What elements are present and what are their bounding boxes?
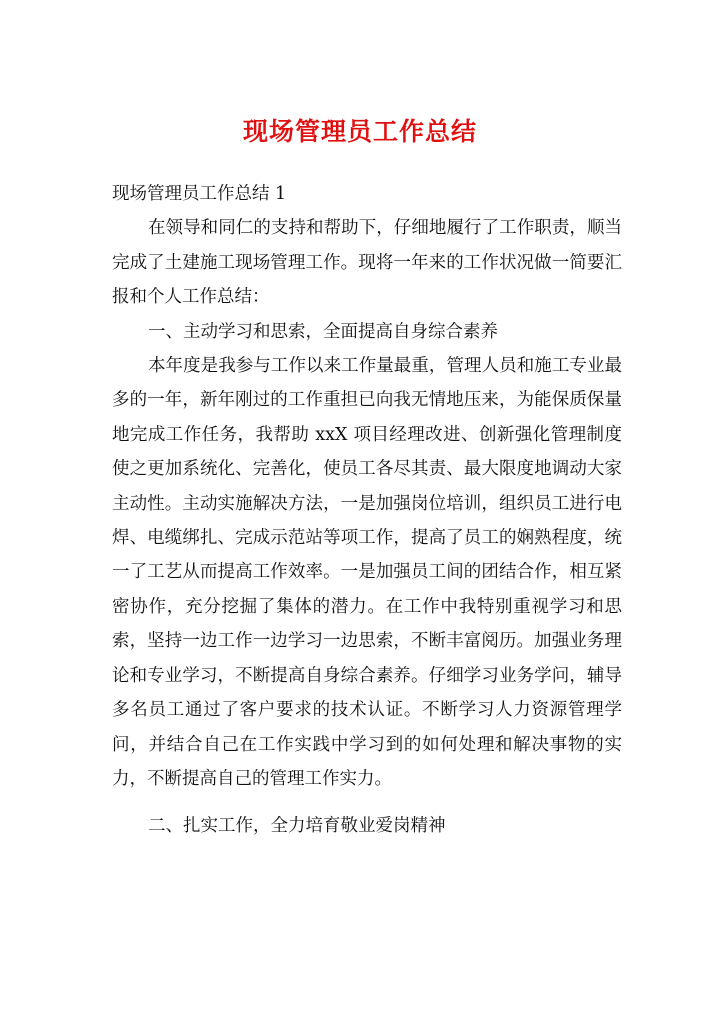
document-subtitle: 现场管理员工作总结 1 bbox=[112, 184, 287, 204]
section-1-heading: 一、主动学习和思索，全面提高自身综合素养 bbox=[148, 321, 498, 342]
section-1-paragraph: 本年度是我参与工作以来工作量最重，管理人员和施工专业最多的一年，新年刚过的工作重担已向我无情地压来，为能保质保量地完成工作任务，我帮助 xxX 项目经理改进、创新强化管理制度使之更加系统化、完善化，使员工各尽其责、最大限度地调动大家主动性。主动实施解决方法，一是加强岗位培训，组织员工进行电焊、电缆绑扎、完成示范站等项工作，提高了员工的娴熟程度，统一了工艺从而提高工作效率。一是加强员工间的团结合作，相互紧密协作，充分挖掘了集体的潜力。在工作中我特别重视学习和思索，坚持一边工作一边学习一边思索，不断丰富阅历。加强业务理论和专业学习，不断提高自身综合素养。仔细学习业务学问，辅导多名员工通过了客户要求的技术认证。不断学习人力资源管理学问，并结合自己在工作实践中学习到的如何处理和解决事物的实力，不断提高自己的管理工作实力。 bbox=[112, 356, 622, 789]
document-title: 现场管理员工作总结 bbox=[242, 117, 477, 146]
section-2-heading: 二、扎实工作，全力培育敬业爱岗精神 bbox=[148, 816, 446, 837]
intro-paragraph: 在领导和同仁的支持和帮助下，仔细地履行了工作职责，顺当完成了土建施工现场管理工作。现将一年来的工作状况做一简要汇报和个人工作总结： bbox=[112, 218, 622, 308]
document-body bbox=[112, 177, 622, 844]
